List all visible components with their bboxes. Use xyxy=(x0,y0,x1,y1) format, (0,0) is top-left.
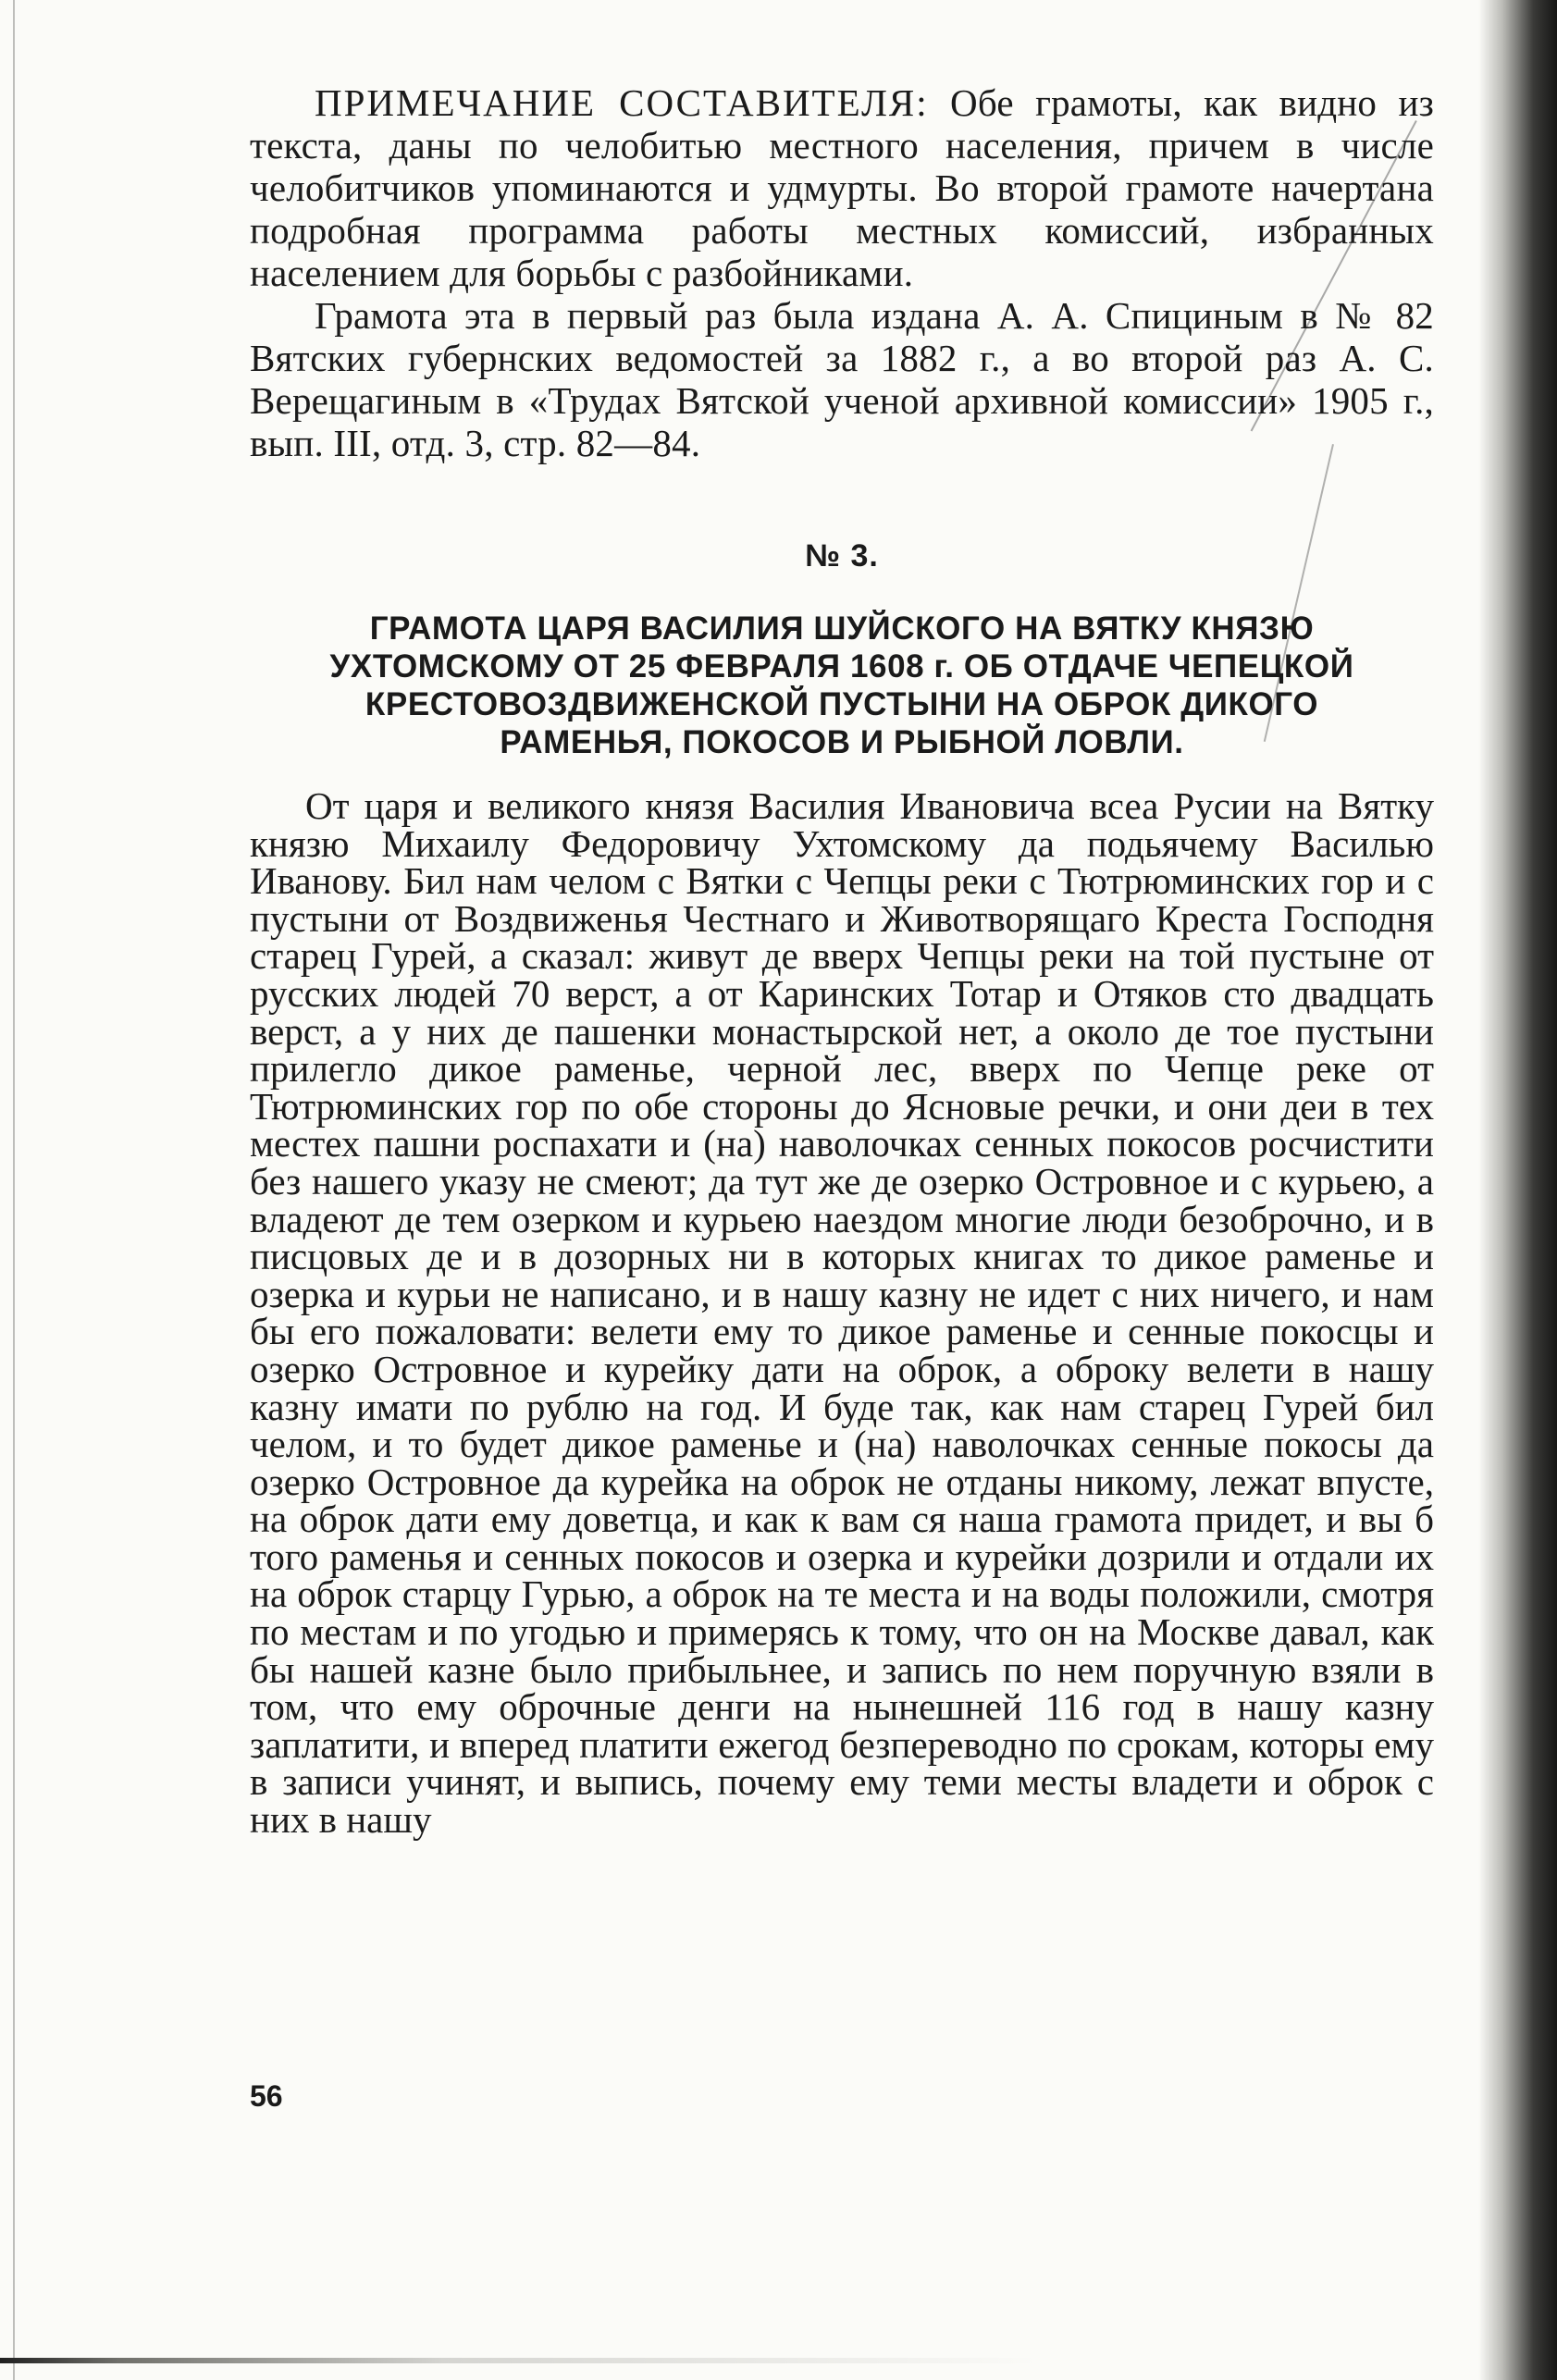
page-number: 56 xyxy=(250,2079,283,2113)
document-title-line: РАМЕНЬЯ, ПОКОСОВ И РЫБНОЙ ЛОВЛИ. xyxy=(500,724,1184,760)
compiler-note xyxy=(250,81,1434,294)
page-bottom-smudge xyxy=(0,2358,1480,2363)
page-right-shadow xyxy=(1478,0,1557,2380)
compiler-note-text: Обе грамоты, как видно из текста, даны по челобитью местного населения, причем в числе челобитчиков упоминаются и удмурты. Во второй грамоте начертана подробная программа работы местных комиссий, избранных населением для борьбы с разбойниками. xyxy=(250,81,1435,294)
document-body xyxy=(250,784,1434,1842)
text-column xyxy=(250,74,1435,1842)
document-title-line: УХТОМСКОМУ ОТ 25 ФЕВРАЛЯ 1608 г. ОБ ОТДАЧЕ ЧЕПЕЦКОЙ xyxy=(329,648,1354,684)
document-title xyxy=(250,610,1434,761)
document-number: № 3. xyxy=(805,538,879,573)
compiler-note-heading: ПРИМЕЧАНИЕ СОСТАВИТЕЛЯ: xyxy=(315,81,929,124)
page-left-edge xyxy=(13,0,15,2380)
document-body-text: От царя и великого князя Василия Ивановича всеа Русии на Вятку князю Михаилу Федоровичу Ухтомскому да подьячему Василью Иванову. Бил нам челом с Вятки с Чепцы реки с Тютрюминских гор и с пустыни от Воздвиженья Честнаго и Животворящаго Креста Господня старец Гурей, а сказал: живут де вверх Чепцы реки на той пустыне от русских людей 70 верст, а от Каринских Тотар и Отяков сто двадцать верст, а у них де пашенки монастырской нет, а около де тое пустыни прилегло дикое раменье, черной лес, вверх по Чепце реке от Тютрюминских гор по обе стороны до Ясновые речки, и они деи в тех местех пашни роспахати и (на) наволочках сенных покосов росчистити без нашего указу не смеют; да тут же де озерко Островное и с курьею, а владеют де тем озерком и курьею наездом многие люди безоброчно, и в писцовых де и в дозорных ни в которых книгах то дикое раменье и озерка и курьи не написано, и в нашу казну не идет с них ничего, и нам бы его пожаловати: велети ему то дикое раменье и сенные покосцы и озерко Островное и курейку дати на оброк, а оброку велети в нашу казну имати по рублю на год. И буде так, как нам старец Гурей бил челом, и то будет дикое раменье и (на) наволочках сенные покосы да озерко Островное да курейка на оброк не отданы никому, лежат впусте, на оброк дати ему доветца, и как к вам ся наша грамота придет, и вы б того раменья и сенных покосов и озерка и курейки дозрили и отдали их на оброк старцу Гурью, а оброк на те места и на воды положили, смотря по местам и по угодью и примерясь к тому, что он на Москве давал, как бы нашей казне было прибыльнее, и запись по нем поручную взяли в том, что ему оброчные денги на нынешней 116 год в нашу казну заплатити, и вперед платити ежегод безпереводно по срокам, которы ему в записи учинят, и выпись, почему ему теми месты владети и оброк с них в нашу xyxy=(250,784,1434,1842)
document-title-line: ГРАМОТА ЦАРЯ ВАСИЛИЯ ШУЙСКОГО НА ВЯТКУ КНЯЗЮ xyxy=(369,610,1315,647)
document-title-line: КРЕСТОВОЗДВИЖЕНСКОЙ ПУСТЫНИ НА ОБРОК ДИКОГО xyxy=(365,686,1319,722)
publication-note: Грамота эта в первый раз была издана А. А. Спициным в № 82 Вятских губернских ведомостей за 1882 г., а во второй раз А. С. Верещагиным в «Трудах Вятской ученой архивной комиссии» 1905 г., вып. III, отд. 3, стр. 82—84. xyxy=(250,294,1434,464)
